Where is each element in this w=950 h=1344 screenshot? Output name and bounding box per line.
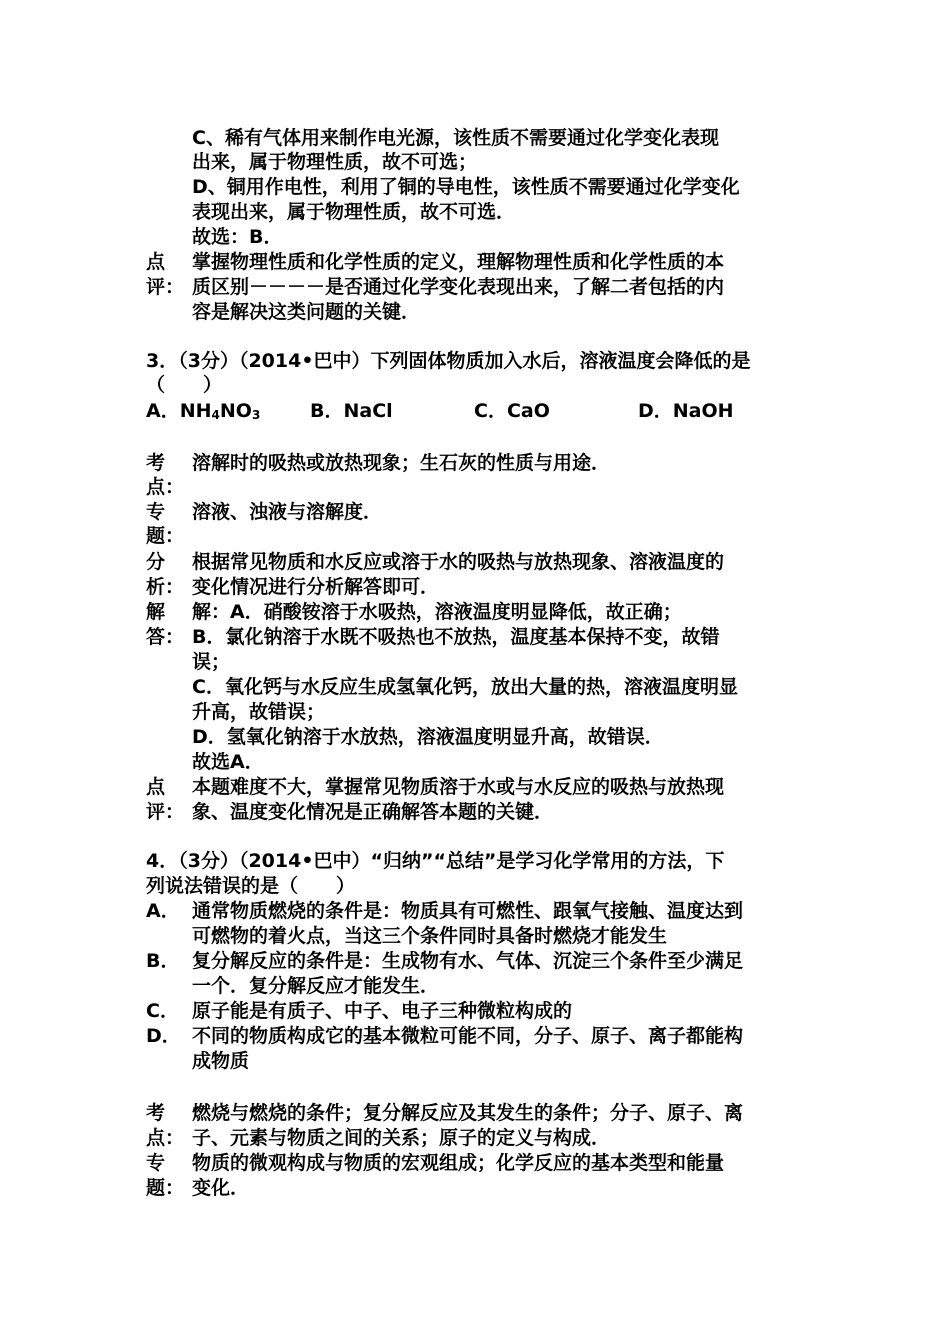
- zhuanti-line: 变化．: [192, 1177, 250, 1199]
- option-letter: D．: [146, 1025, 181, 1047]
- jieda-line: 误；: [192, 651, 231, 673]
- option-line: 成物质: [192, 1050, 250, 1072]
- dianping-line: 本题难度不大，掌握常见物质溶于水或与水反应的吸热与放热现: [192, 776, 725, 798]
- option-b: B．NaCl: [310, 400, 393, 422]
- option-line: 一个．复分解反应才能发生．: [192, 975, 440, 997]
- zhuanti-text: 溶液、浊液与溶解度．: [192, 501, 383, 523]
- dianping-label: 点: [146, 776, 166, 798]
- option-c: C．CaO: [474, 400, 550, 422]
- option-letter: B．: [146, 950, 180, 972]
- option-line: 通常物质燃烧的条件是：物质具有可燃性、跟氧气接触、温度达到: [192, 900, 744, 922]
- comment-line: 质区别－－－－是否通过化学变化表现出来，了解二者包括的内: [192, 276, 725, 298]
- question-stem: 4．（3分）（2014•巴中）“归纳”“总结”是学习化学常用的方法，下: [146, 850, 725, 872]
- dianping-line: 象、温度变化情况是正确解答本题的关键．: [192, 801, 554, 823]
- jieda-line: B．氯化钠溶于水既不吸热也不放热，温度基本保持不变，故错: [192, 626, 720, 648]
- option-letter: A．: [146, 900, 180, 922]
- kaodian-label: 考: [146, 452, 166, 474]
- jieda-label: 答：: [146, 626, 185, 648]
- comment-label: 点: [146, 251, 166, 273]
- analysis-line: 表现出来，属于物理性质，故不可选．: [192, 201, 516, 223]
- analysis-line: C、稀有气体用来制作电光源，该性质不需要通过化学变化表现: [192, 127, 719, 149]
- fenxi-line: 根据常见物质和水反应或溶于水的吸热与放热现象、溶液温度的: [192, 551, 725, 573]
- option-line: 可燃物的着火点，当这三个条件同时具备时燃烧才能发生: [192, 925, 668, 947]
- kaodian-line: 子、元素与物质之间的关系；原子的定义与构成．: [192, 1127, 611, 1149]
- fenxi-label: 分: [146, 551, 166, 573]
- question-stem: 列说法错误的是（ ）: [146, 875, 356, 897]
- question-stem: （ ）: [146, 374, 223, 396]
- comment-line: 掌握物理性质和化学性质的定义，理解物理性质和化学性质的本: [192, 251, 725, 273]
- kaodian-label: 点：: [146, 1127, 185, 1149]
- answer-line: 故选：B．: [192, 226, 283, 248]
- kaodian-text: 溶解时的吸热或放热现象；生石灰的性质与用途．: [192, 452, 611, 474]
- kaodian-label: 点：: [146, 476, 185, 498]
- analysis-line: D、铜用作电性，利用了铜的导电性，该性质不需要通过化学变化: [192, 176, 740, 198]
- option-line: 不同的物质构成它的基本微粒可能不同，分子、原子、离子都能构: [192, 1025, 744, 1047]
- zhuanti-line: 物质的微观构成与物质的宏观组成；化学反应的基本类型和能量: [192, 1152, 725, 1174]
- comment-label: 评：: [146, 276, 185, 298]
- jieda-line: D．氢氧化钠溶于水放热，溶液温度明显升高，故错误．: [192, 726, 664, 748]
- dianping-label: 评：: [146, 801, 185, 823]
- analysis-line: 出来，属于物理性质，故不可选；: [192, 151, 478, 173]
- jieda-line: C．氧化钙与水反应生成氢氧化钙，放出大量的热，溶液温度明显: [192, 676, 738, 698]
- option-a: A．$NH_4NO_3$: [146, 400, 261, 422]
- zhuanti-label: 专: [146, 501, 166, 523]
- question-stem: 3．（3分）（2014•巴中）下列固体物质加入水后，溶液温度会降低的是: [146, 350, 751, 372]
- jieda-label: 解: [146, 601, 166, 623]
- option-line: 复分解反应的条件是：生成物有水、气体、沉淀三个条件至少满足: [192, 950, 744, 972]
- jieda-line: 升高，故错误；: [192, 701, 326, 723]
- option-d: D．NaOH: [638, 400, 734, 422]
- zhuanti-label: 题：: [146, 1177, 185, 1199]
- kaodian-label: 考: [146, 1102, 166, 1124]
- option-line: 原子能是有质子、中子、电子三种微粒构成的: [192, 1000, 573, 1022]
- jieda-line: 解：A．硝酸铵溶于水吸热，溶液温度明显降低，故正确；: [192, 601, 682, 623]
- fenxi-label: 析：: [146, 576, 185, 598]
- jieda-line: 故选A．: [192, 751, 264, 773]
- comment-line: 容是解决这类问题的关键．: [192, 301, 421, 323]
- zhuanti-label: 专: [146, 1152, 166, 1174]
- option-letter: C．: [146, 1000, 179, 1022]
- fenxi-line: 变化情况进行分析解答即可．: [192, 576, 440, 598]
- zhuanti-label: 题：: [146, 525, 185, 547]
- kaodian-line: 燃烧与燃烧的条件；复分解反应及其发生的条件；分子、原子、离: [192, 1102, 744, 1124]
